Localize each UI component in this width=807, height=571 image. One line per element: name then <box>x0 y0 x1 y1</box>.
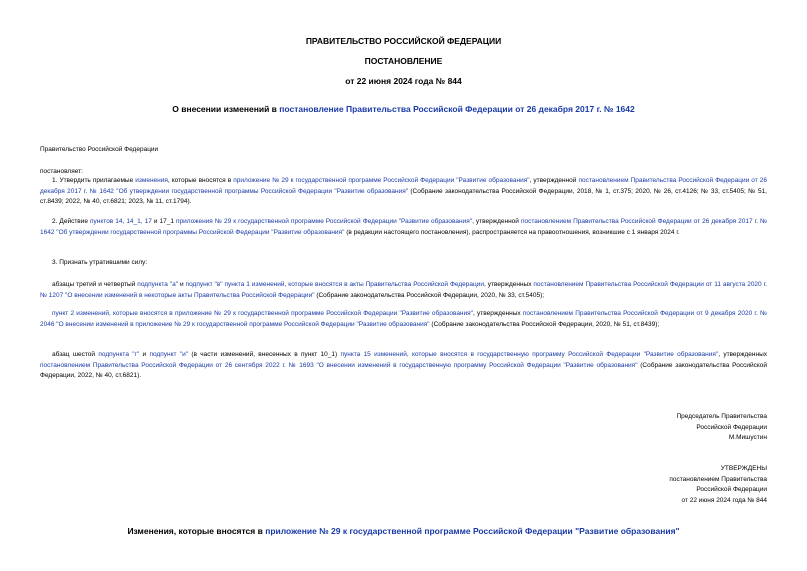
p5-link-resolution[interactable]: постановлением Правительства Российской Федерации от 9 декабря 2020 г. № 2046 "О внесении изменений в приложение № 29 к государственной программе Российской Федерации "Развитие образования" <box>40 310 767 328</box>
signature-block <box>467 412 767 444</box>
p6-text-c: (в части изменений, внесенных в пункт 10_1) <box>188 351 341 358</box>
document-title <box>0 104 807 114</box>
approved-block <box>467 464 767 506</box>
approved-by: постановлением Правительства <box>669 475 767 483</box>
p1-link-appendix[interactable]: приложение № 29 к государственной программе Российской Федерации "Развитие образования" <box>233 177 530 184</box>
p6-link-subitem-i[interactable]: подпункт "и" <box>149 351 189 358</box>
paragraph-1 <box>40 176 767 208</box>
p4-link-subitem-a[interactable]: подпункта "а" <box>137 281 179 288</box>
p4-text-a: абзацы третий и четвертый <box>52 281 138 288</box>
p6-text-a: абзац шестой <box>52 351 99 358</box>
p4-text-b: и <box>178 281 186 288</box>
p2-link-resolution[interactable]: постановлением Правительства Российской Федерации от 26 декабря 2017 г. № 1642 "Об утверждении государственной программы Российской Федерации "Развитие образования" <box>40 218 768 236</box>
paragraph-5 <box>40 309 767 330</box>
p1-link-resolution[interactable]: постановлением Правительства Российской Федерации от 26 декабря 2017 г. № 1642 "Об утверждении государственной программы Российской Федерации "Развитие образования" <box>40 177 767 195</box>
p4-text-c: , утвержденных <box>484 281 534 288</box>
p4-link-subitem-v[interactable]: подпункт "в" пункта 1 изменений, которые вносятся в акты Правительства Российской Федерации <box>185 281 485 288</box>
p2-link-items[interactable]: пунктов 14, 14_1, 17 <box>90 218 152 225</box>
paragraph-4 <box>40 280 767 301</box>
p2-text-a: 2. Действие <box>52 218 91 225</box>
p2-text-d: (в редакции настоящего постановления), распространяется на правоотношения, возникшие с 1 января 2024 г. <box>344 228 680 236</box>
p1-text-a: 1. Утвердить прилагаемые <box>52 177 136 184</box>
approved-date: от 22 июня 2024 года № 844 <box>681 496 767 504</box>
p1-link-changes[interactable]: изменения <box>135 177 168 184</box>
changes-title-text: Изменения, которые вносятся в <box>127 526 266 536</box>
paragraph-3: 3. Признать утратившими силу: <box>52 259 148 266</box>
approved-label: УТВЕРЖДЕНЫ <box>720 465 767 472</box>
p5-text-b: , утвержденных <box>472 310 523 317</box>
gov-subject: Правительство Российской Федерации <box>40 146 159 153</box>
p4-link-resolution[interactable]: постановлением Правительства Российской Федерации от 11 августа 2020 г. № 1207 "О внесении изменений в некоторые акты Правительства Российской Федерации" <box>40 281 767 299</box>
paragraph-6 <box>40 350 767 382</box>
p2-text-c: , утвержденной <box>472 218 521 225</box>
p5-text-c: (Собрание законодательства Российской Федерации, 2020, № 51, ст.8439); <box>429 320 660 328</box>
p2-link-appendix[interactable]: приложения № 29 к государственной программе Российской Федерации "Развитие образования" <box>175 218 473 225</box>
p6-link-item-15[interactable]: пункта 15 изменений, которые вносятся в государственную программу Российской Федерации "Развитие образования" <box>340 351 719 358</box>
title-link[interactable]: постановление Правительства Российской Федерации от 26 декабря 2017 г. № 1642 <box>279 104 635 114</box>
p6-text-d: , утвержденных <box>718 351 768 358</box>
p1-text-c: , утвержденной <box>529 177 579 184</box>
changes-title-link[interactable]: приложение № 29 к государственной программе Российской Федерации "Развитие образования" <box>265 526 680 536</box>
p1-text-b: , которые вносятся в <box>167 177 234 184</box>
approved-country: Российской Федерации <box>696 486 767 493</box>
p4-text-d: (Собрание законодательства Российской Федерации, 2020, № 33, ст.5405); <box>314 291 545 299</box>
p1-text-d: (Собрание законодательства Российской Федерации, 2018, № 1, ст.375; 2020, № 26, ст.4126; № 33, ст.5405; № 51, ст.8439; 2022, № 40, ст.6821; 2023, № 11, ст.1794). <box>40 187 767 205</box>
header-date: от 22 июня 2024 года № 844 <box>345 76 462 86</box>
p6-link-resolution[interactable]: постановлением Правительства Российской Федерации от 26 сентября 2022 г. № 1693 "О внесении изменений в государственную программу Российской Федерации "Развитие образования" <box>40 361 638 369</box>
p6-text-e: (Собрание законодательства Российской Федерации, 2022, № 40, ст.6821). <box>40 361 767 379</box>
p6-link-subitem-g[interactable]: подпункта "г" <box>98 351 140 358</box>
p2-text-b: и 17_1 <box>151 218 176 225</box>
p6-text-b: и <box>139 351 150 358</box>
paragraph-2 <box>40 217 767 238</box>
changes-title <box>0 526 807 536</box>
signature-country: Российской Федерации <box>696 423 767 431</box>
header-doc-type: ПОСТАНОВЛЕНИЕ <box>364 56 443 66</box>
title-text: О внесении изменений в <box>172 104 280 114</box>
signature-position: Председатель Правительства <box>676 413 767 420</box>
signature-name: М.Мишустин <box>728 434 767 441</box>
p5-link-item-2[interactable]: пункт 2 изменений, которые вносятся в приложение № 29 к государственной программе Российской Федерации "Развитие образования" <box>52 310 473 317</box>
decides-label: постановляет: <box>40 168 83 175</box>
header-government: ПРАВИТЕЛЬСТВО РОССИЙСКОЙ ФЕДЕРАЦИИ <box>305 36 502 46</box>
